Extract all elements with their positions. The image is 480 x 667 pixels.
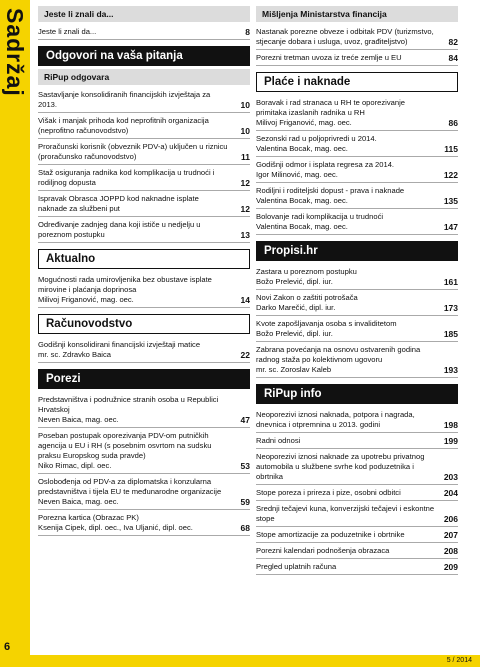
entry-title: Kvote zapošljavanja osoba s invaliditetom <box>256 319 397 328</box>
section-heading: RiPup odgovara <box>38 69 250 85</box>
entry-title: Staž osiguranja radnika kod komplikacija u trudnoći i rodiljnog dopusta <box>38 168 215 187</box>
toc-entry[interactable] <box>256 183 458 209</box>
entry-text <box>38 220 228 240</box>
toc-entry[interactable] <box>256 50 458 66</box>
entry-text <box>256 504 436 524</box>
toc-entry[interactable] <box>256 290 458 316</box>
entry-text <box>256 98 436 128</box>
entry-page-number: 13 <box>240 230 250 240</box>
entry-text <box>38 194 228 214</box>
entry-title: Predstavništva i podružnice stranih osoba u Republici Hrvatskoj <box>38 395 219 414</box>
entry-page-number: 207 <box>443 530 458 540</box>
right-column <box>256 6 458 575</box>
entry-title: Novi Zakon o zaštiti potrošača <box>256 293 358 302</box>
toc-entry[interactable] <box>256 157 458 183</box>
entry-text <box>38 168 228 188</box>
toc-entry[interactable] <box>38 113 250 139</box>
toc-entry[interactable] <box>256 95 458 131</box>
entry-author: mr. sc. Zoroslav Kaleb <box>256 365 332 374</box>
toc-entry[interactable] <box>256 433 458 449</box>
entry-page-number: 53 <box>240 461 250 471</box>
entry-title: Zastara u poreznom postupku <box>256 267 357 276</box>
entry-title: Neoporezivi iznosi naknada, potpora i nagrada, dnevnica i otpremnina u 2013. godini <box>256 410 415 429</box>
entry-text <box>256 345 436 375</box>
entry-page-number: 10 <box>240 100 250 110</box>
entry-page-number: 84 <box>448 53 458 63</box>
entry-text <box>38 513 228 533</box>
entry-author: Valentina Bocak, mag. oec. <box>256 144 348 153</box>
entry-title: Porezni tretman uvoza iz treće zemlje u EU <box>256 53 402 62</box>
entry-title: Zabrana povećanja na osnovu ostvarenih godina radnog staža po kolektivnom ugovoru <box>256 345 421 364</box>
entry-page-number: 173 <box>443 303 458 313</box>
entry-title: Stope amortizacije za poduzetnike i obrtnike <box>256 530 405 539</box>
entry-text <box>256 267 436 287</box>
entry-page-number: 12 <box>240 204 250 214</box>
toc-entry[interactable] <box>38 217 250 243</box>
entry-page-number: 122 <box>443 170 458 180</box>
entry-text <box>38 395 228 425</box>
toc-entry[interactable] <box>38 337 250 363</box>
entry-page-number: 68 <box>240 523 250 533</box>
toc-entry[interactable] <box>38 24 250 40</box>
sidebar <box>0 0 30 667</box>
entry-author: Božo Prelević, dipl. iur. <box>256 329 333 338</box>
toc-entry[interactable] <box>256 527 458 543</box>
entry-page-number: 161 <box>443 277 458 287</box>
entry-title: Radni odnosi <box>256 436 301 445</box>
entry-author: Niko Rimac, dipl. oec. <box>38 461 112 470</box>
toc-entry[interactable] <box>38 191 250 217</box>
entry-page-number: 204 <box>443 488 458 498</box>
entry-text <box>256 530 436 540</box>
entry-page-number: 208 <box>443 546 458 556</box>
entry-author: Valentina Bocak, mag. oec. <box>256 196 348 205</box>
section-heading: Jeste li znali da... <box>38 6 250 22</box>
entry-page-number: 8 <box>245 27 250 37</box>
entry-text <box>38 90 228 110</box>
entry-text <box>38 142 228 162</box>
entry-title: Ispravak Obrasca JOPPD kod naknadne isplate naknade za službeni put <box>38 194 199 213</box>
entry-title: Godišnji odmor i isplata regresa za 2014. <box>256 160 395 169</box>
toc-entry[interactable] <box>256 342 458 378</box>
entry-text <box>38 431 228 471</box>
entry-text <box>256 293 436 313</box>
toc-entry[interactable] <box>38 428 250 474</box>
entry-text <box>256 319 436 339</box>
entry-page-number: 199 <box>443 436 458 446</box>
section-heading: Mišljenja Ministarstva financija <box>256 6 458 22</box>
entry-page-number: 147 <box>443 222 458 232</box>
entry-title: Jeste li znali da... <box>38 27 97 36</box>
entry-text <box>256 134 436 154</box>
entry-text <box>256 546 436 556</box>
toc-entry[interactable] <box>256 316 458 342</box>
entry-page-number: 203 <box>443 472 458 482</box>
entry-title: Određivanje zadnjeg dana koji ističe u nedjelju u poreznom postupku <box>38 220 201 239</box>
entry-text <box>256 562 436 572</box>
entry-title: Poseban postupak oporezivanja PDV-om putničkih agencija u EU i RH (s posebnim osvrtom na sudsku praksu Europskog suda pravde) <box>38 431 212 460</box>
entry-title: Stope poreza i prireza i pize, osobni odbitci <box>256 488 401 497</box>
entry-text <box>256 410 436 430</box>
toc-entry[interactable] <box>256 209 458 235</box>
entry-author: Neven Baica, mag. oec. <box>38 415 119 424</box>
section-heading: Odgovori na vaša pitanja <box>38 46 250 66</box>
toc-entry[interactable] <box>38 165 250 191</box>
entry-text <box>256 436 436 446</box>
entry-text <box>256 452 436 482</box>
entry-author: Milivoj Friganović, mag. oec. <box>256 118 352 127</box>
entry-page-number: 206 <box>443 514 458 524</box>
entry-text <box>38 477 228 507</box>
entry-author: Neven Baica, mag. oec. <box>38 497 119 506</box>
entry-author: Darko Marečić, dipl. iur. <box>256 303 336 312</box>
entry-text <box>256 186 436 206</box>
issue-number: 5 / 2014 <box>446 657 472 664</box>
entry-title: Proračunski korisnik (obveznik PDV-a) uključen u riznicu <box>38 142 228 151</box>
entry-text <box>38 27 228 37</box>
entry-page-number: 193 <box>443 365 458 375</box>
entry-title: Sezonski rad u poljoprivredi u 2014. <box>256 134 377 143</box>
left-column <box>38 6 250 536</box>
section-heading: RiPup info <box>256 384 458 404</box>
entry-page-number: 10 <box>240 126 250 136</box>
entry-page-number: 22 <box>240 350 250 360</box>
entry-page-number: 115 <box>444 144 458 154</box>
entry-title: Pregled uplatnih računa <box>256 562 337 571</box>
entry-title: Mogućnosti rada umirovljenika bez obustave isplate mirovine i plaćanja doprinosa <box>38 275 212 294</box>
entry-title: Porezna kartica (Obrazac PK) <box>38 513 139 522</box>
page-title: Sadržaj <box>2 8 28 97</box>
section-heading: Propisi.hr <box>256 241 458 261</box>
entry-title: Boravak i rad stranaca u RH te oporezivanje primitaka izaslanih radnika u RH <box>256 98 405 117</box>
section-heading: Porezi <box>38 369 250 389</box>
toc-entry[interactable] <box>38 272 250 308</box>
toc-entry[interactable] <box>38 474 250 510</box>
entry-author: Božo Prelević, dipl. iur. <box>256 277 333 286</box>
entry-text <box>256 212 436 232</box>
entry-page-number: 11 <box>241 152 250 162</box>
entry-page-number: 14 <box>240 295 250 305</box>
entry-page-number: 47 <box>240 415 250 425</box>
entry-author: Ksenija Cipek, dipl. oec., Iva Uljanić, dipl. oec. <box>38 523 193 532</box>
footer-bar <box>30 655 480 667</box>
entry-text <box>256 160 436 180</box>
entry-page-number: 198 <box>443 420 458 430</box>
entry-page-number: 135 <box>443 196 458 206</box>
toc-entry[interactable] <box>38 139 250 165</box>
entry-title: Nastanak porezne obveze i odbitak PDV (turizmstvo, stjecanje dobara i usluga, uvoz, građiteljstvo) <box>256 27 434 46</box>
toc-entry[interactable] <box>256 449 458 485</box>
toc-entry[interactable] <box>256 264 458 290</box>
toc-entry[interactable] <box>256 131 458 157</box>
section-heading: Računovodstvo <box>38 314 250 334</box>
entry-page-number: 86 <box>448 118 458 128</box>
entry-author: (neprofitno računovodstvo) <box>38 126 129 135</box>
entry-author: Milivoj Friganović, mag. oec. <box>38 295 134 304</box>
toc-entry[interactable] <box>38 87 250 113</box>
entry-text <box>256 53 436 63</box>
entry-text <box>256 27 436 47</box>
entry-page-number: 82 <box>448 37 458 47</box>
entry-title: Godišnji konsolidirani financijski izvještaji matice <box>38 340 201 349</box>
toc-entry[interactable] <box>38 392 250 428</box>
entry-page-number: 12 <box>240 178 250 188</box>
entry-title: Srednji tečajevi kuna, konverzijski tečajevi i eskontne stope <box>256 504 435 523</box>
section-heading: Plaće i naknade <box>256 72 458 92</box>
entry-author: Valentina Bocak, mag. oec. <box>256 222 348 231</box>
entry-text <box>38 340 228 360</box>
toc-entry[interactable] <box>256 407 458 433</box>
entry-page-number: 185 <box>443 329 458 339</box>
entry-author: mr. sc. Zdravko Baica <box>38 350 112 359</box>
toc-entry[interactable] <box>38 510 250 536</box>
page-number: 6 <box>4 641 11 653</box>
entry-title: Bolovanje radi komplikacija u trudnoći <box>256 212 384 221</box>
entry-title: Višak i manjak prihoda kod neprofitnih organizacija <box>38 116 209 125</box>
entry-title: Sastavljanje konsolidiranih financijskih izvještaja za 2013. <box>38 90 211 109</box>
entry-title: Neoporezivi iznosi naknade za upotrebu privatnog automobila u službene svrhe kod poduzetnika i obrtnika <box>256 452 425 481</box>
entry-title: Oslobođenja od PDV-a za diplomatska i konzularna predstavništva i tijela EU te međunarodne organizacije <box>38 477 222 496</box>
toc-entry[interactable] <box>256 485 458 501</box>
entry-author: (proračunsko računovodstvo) <box>38 152 137 161</box>
entry-page-number: 209 <box>443 562 458 572</box>
toc-entry[interactable] <box>256 559 458 575</box>
entry-text <box>256 488 436 498</box>
entry-title: Porezni kalendari podnošenja obrazaca <box>256 546 390 555</box>
toc-entry[interactable] <box>256 24 458 50</box>
entry-page-number: 59 <box>240 497 250 507</box>
toc-entry[interactable] <box>256 501 458 527</box>
section-heading: Aktualno <box>38 249 250 269</box>
toc-entry[interactable] <box>256 543 458 559</box>
entry-text <box>38 116 228 136</box>
entry-author: Igor Milinović, mag. oec. <box>256 170 338 179</box>
entry-text <box>38 275 228 305</box>
entry-title: Rodiljni i roditeljski dopust - prava i naknade <box>256 186 405 195</box>
